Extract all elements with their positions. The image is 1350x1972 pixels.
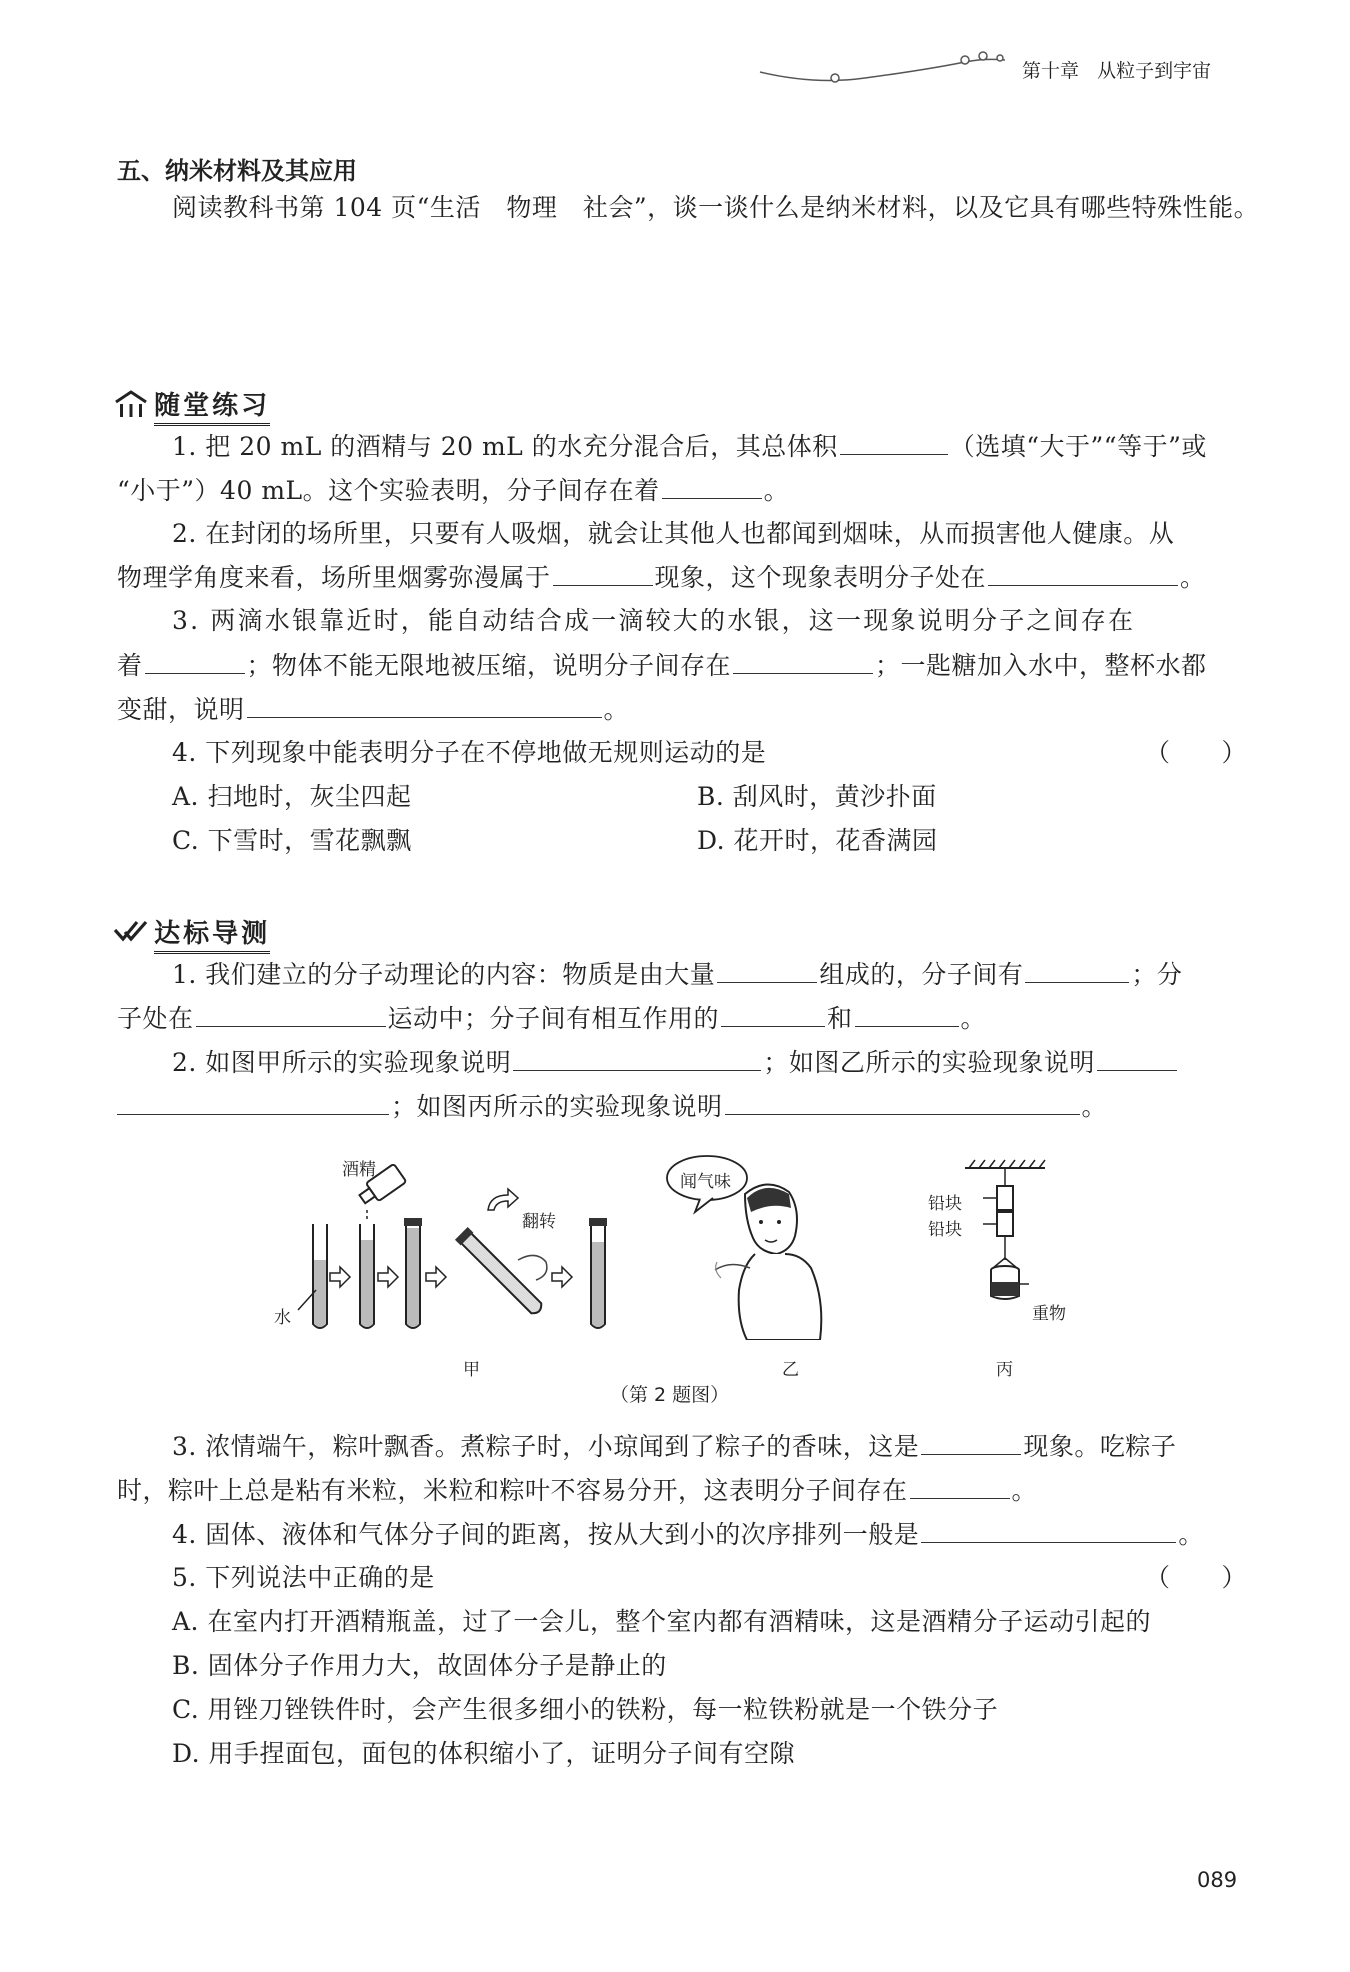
label-alcohol: 酒精: [342, 1160, 376, 1180]
figure-caption: （第 2 题图）: [610, 1384, 730, 1406]
figure-jia: [268, 1150, 628, 1340]
answer-blank[interactable]: [921, 1430, 1021, 1455]
chapter-label: [1022, 56, 1211, 83]
test-q3-text: 3. 浓情端午，粽叶飘香。煮粽子时，小琼闻到了粽子的香味，这是: [172, 1432, 920, 1461]
practice-q1-text2: “小于”）40 mL。这个实验表明，分子间存在着: [117, 476, 660, 505]
test-q2-text2: ；如图乙所示的实验现象说明: [763, 1048, 1095, 1077]
answer-blank[interactable]: [910, 1474, 1010, 1499]
label-flip: 翻转: [522, 1212, 556, 1232]
tilted-test-tube: [455, 1227, 546, 1318]
practice-header: [113, 385, 270, 422]
practice-q3-text4: 变甜，说明: [117, 695, 245, 724]
answer-blank[interactable]: [717, 958, 817, 983]
answer-blank[interactable]: [733, 649, 873, 674]
test-q5-stem: 5. 下列说法中正确的是: [172, 1563, 435, 1592]
speech-bubble-text: 闻气味: [680, 1172, 731, 1192]
practice-q2-line1: 2. 在封闭的场所里，只要有人吸烟，就会让其他人也都闻到烟味，从而损害他人健康。从: [172, 519, 1175, 548]
figure-label-yi: 乙: [782, 1360, 799, 1380]
answer-blank[interactable]: [247, 693, 602, 718]
practice-q3-line3: [117, 693, 629, 726]
answer-blank[interactable]: [840, 430, 948, 455]
label-weight: 重物: [1032, 1304, 1066, 1324]
test-q1-line2: [117, 1002, 986, 1035]
flip-arrow-icon: [488, 1189, 518, 1210]
figure-label-bing: 丙: [996, 1360, 1013, 1380]
punct: 。: [1011, 1476, 1038, 1505]
answer-blank[interactable]: [145, 649, 245, 674]
answer-blank[interactable]: [553, 561, 653, 586]
answer-blank[interactable]: [117, 1090, 389, 1115]
practice-q3-line2: [117, 649, 1207, 682]
label-lead-1: 铅块: [928, 1194, 962, 1214]
label-water: 水: [274, 1308, 291, 1328]
header-decoration: [755, 40, 1015, 90]
punct: 。: [1180, 563, 1206, 592]
option-b[interactable]: B. 刮风时，黄沙扑面: [697, 782, 937, 811]
option-c[interactable]: C. 用锉刀锉铁件时，会产生很多细小的铁粉，每一粒铁粉就是一个铁分子: [172, 1695, 999, 1724]
arrow-right-icon: [330, 1267, 350, 1287]
practice-q1-line1: [172, 430, 1207, 463]
practice-q1-hint: （选填“大于”“等于”或: [949, 432, 1207, 461]
option-a[interactable]: A. 扫地时，灰尘四起: [172, 782, 412, 811]
label-lead-2: 铅块: [928, 1220, 962, 1240]
test-q3-line2: [117, 1474, 1037, 1507]
chapter-number: 第十章: [1022, 60, 1080, 82]
answer-blank[interactable]: [855, 1002, 959, 1027]
test-tube-3: [404, 1218, 422, 1328]
boy-smelling: [715, 1184, 821, 1340]
option-a[interactable]: A. 在室内打开酒精瓶盖，过了一会儿，整个室内都有酒精味，这是酒精分子运动引起的: [172, 1607, 1151, 1636]
punct: 。: [1081, 1092, 1108, 1121]
practice-q2-text2: 现象，这个现象表明分子处在: [654, 563, 987, 592]
practice-q2-text: 物理学角度来看，场所里烟雾弥漫属于: [117, 563, 551, 592]
double-check-icon: [113, 918, 149, 946]
practice-q3-line1: 3. 两滴水银靠近时，能自动结合成一滴较大的水银，这一现象说明分子之间存在: [172, 606, 1136, 635]
answer-blank[interactable]: [988, 561, 1178, 586]
test-header: [113, 913, 270, 950]
test-tube-2: [360, 1210, 374, 1328]
test-q1-text5: 运动中；分子间有相互作用的: [387, 1004, 720, 1033]
test-q4-line: [172, 1518, 1204, 1551]
test-q3-text3: 时，粽叶上总是粘有米粒，米粒和粽叶不容易分开，这表明分子间存在: [117, 1476, 908, 1505]
test-heading: 达标导测: [154, 919, 270, 954]
practice-q1-text: 1. 把 20 mL 的酒精与 20 mL 的水充分混合后，其总体积: [172, 432, 838, 461]
test-q1-text2: 组成的，分子间有: [819, 960, 1024, 989]
lead-block-bottom: [997, 1212, 1013, 1236]
page-number: 089: [1197, 1868, 1238, 1892]
punct: 。: [960, 1004, 987, 1033]
section5-heading: 五、纳米材料及其应用: [117, 157, 357, 185]
practice-q2-line2: [117, 561, 1206, 594]
answer-blank[interactable]: [513, 1046, 761, 1071]
test-q1-text: 1. 我们建立的分子动理论的内容：物质是由大量: [172, 960, 716, 989]
answer-paren[interactable]: （ ）: [1145, 1563, 1248, 1592]
section5-text: 阅读教科书第 104 页“生活 物理 社会”，谈一谈什么是纳米材料，以及它具有哪些特殊性能。: [172, 193, 1260, 222]
punct: 。: [1178, 1520, 1204, 1549]
option-d[interactable]: D. 花开时，花香满园: [697, 826, 938, 855]
ceiling-support: [965, 1160, 1045, 1186]
test-tube-1: [313, 1224, 327, 1328]
punct: 。: [763, 476, 790, 505]
test-q2-line1: [172, 1046, 1179, 1079]
answer-blank[interactable]: [1025, 958, 1129, 983]
answer-blank[interactable]: [725, 1090, 1080, 1115]
practice-q3-text2: ；物体不能无限地被压缩，说明分子间存在: [246, 651, 732, 680]
answer-blank[interactable]: [721, 1002, 825, 1027]
arrow-right-icon: [552, 1267, 572, 1287]
lead-block-top: [997, 1186, 1013, 1210]
punct: 。: [603, 695, 630, 724]
practice-q3-text3: ；一匙糖加入水中，整杯水都: [875, 651, 1207, 680]
answer-blank[interactable]: [1097, 1046, 1177, 1071]
hand-icon: [518, 1255, 547, 1280]
practice-q4-stem: 4. 下列现象中能表明分子在不停地做无规则运动的是: [172, 738, 767, 767]
test-q2-line2: [117, 1090, 1107, 1123]
practice-q1-line2: [117, 474, 789, 507]
option-b[interactable]: B. 固体分子作用力大，故固体分子是静止的: [172, 1651, 667, 1680]
chapter-title: 从粒子到宇宙: [1097, 60, 1212, 82]
arrow-right-icon: [426, 1267, 446, 1287]
test-q3-line1: [172, 1430, 1176, 1463]
test-q1-text4: 子处在: [117, 1004, 194, 1033]
test-q2-text3: ；如图丙所示的实验现象说明: [391, 1092, 723, 1121]
test-q1-text6: 和: [827, 1004, 853, 1033]
test-q3-text2: 现象。吃粽子: [1023, 1432, 1177, 1461]
answer-blank[interactable]: [196, 1002, 386, 1027]
figure-label-jia: 甲: [463, 1360, 480, 1380]
answer-blank[interactable]: [921, 1518, 1176, 1543]
weight: [991, 1266, 1019, 1299]
answer-paren[interactable]: （ ）: [1145, 738, 1248, 767]
building-icon: [113, 389, 149, 419]
arrow-right-icon: [378, 1267, 398, 1287]
option-c[interactable]: C. 下雪时，雪花飘飘: [172, 826, 412, 855]
test-q4-text: 4. 固体、液体和气体分子间的距离，按从大到小的次序排列一般是: [172, 1520, 920, 1549]
test-q1-text3: ；分: [1131, 960, 1183, 989]
test-q1-line1: [172, 958, 1182, 991]
test-tube-5: [589, 1218, 607, 1328]
answer-blank[interactable]: [662, 474, 762, 499]
option-d[interactable]: D. 用手捏面包，面包的体积缩小了，证明分子间有空隙: [172, 1739, 796, 1768]
test-q2-text: 2. 如图甲所示的实验现象说明: [172, 1048, 512, 1077]
practice-q3-text: 着: [117, 651, 143, 680]
practice-heading: 随堂练习: [154, 391, 270, 426]
